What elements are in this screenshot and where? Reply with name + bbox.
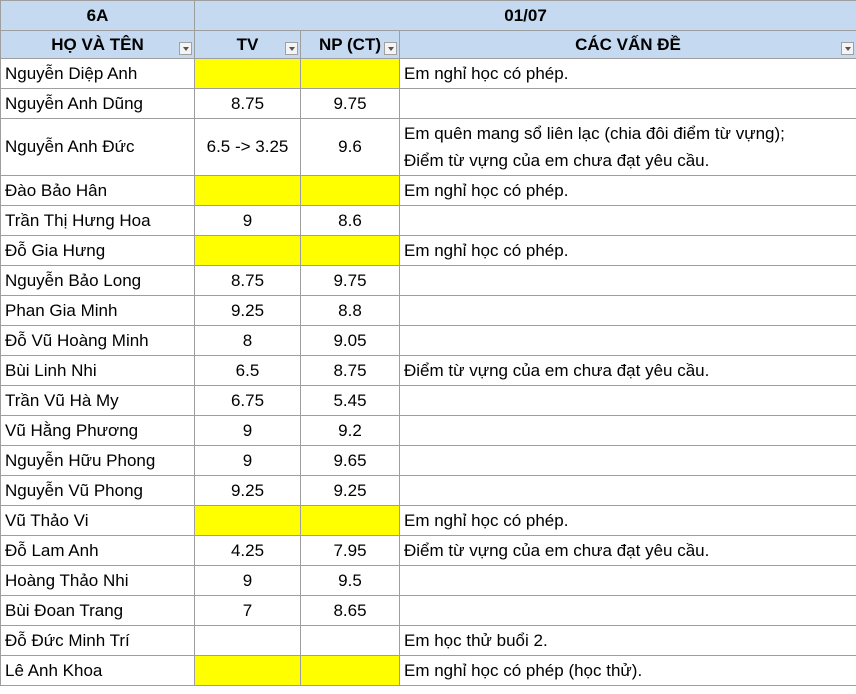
issue-note-cell[interactable]: Em học thử buổi 2. [400,626,856,656]
header-np-label: NP (CT) [318,34,381,54]
table-row [1,89,856,119]
np-score-cell[interactable]: 9.25 [301,476,400,506]
student-name-cell[interactable]: Đỗ Đức Minh Trí [1,626,195,656]
tv-score-cell[interactable] [195,59,301,89]
tv-score-cell[interactable]: 8.75 [195,89,301,119]
tv-score-cell[interactable]: 9 [195,566,301,596]
student-name-cell[interactable]: Đào Bảo Hân [1,176,195,206]
student-name-cell[interactable]: Bùi Đoan Trang [1,596,195,626]
table-row [1,176,856,206]
student-name-cell[interactable]: Vũ Hằng Phương [1,416,195,446]
np-score-cell[interactable]: 7.95 [301,536,400,566]
np-score-cell[interactable]: 9.65 [301,446,400,476]
issue-note-cell[interactable] [400,566,856,596]
tv-score-cell[interactable] [195,236,301,266]
header-name[interactable] [1,31,195,59]
tv-score-cell[interactable]: 9.25 [195,296,301,326]
table-row [1,566,856,596]
header-tv-label: TV [236,34,259,54]
issue-note-cell[interactable] [400,416,856,446]
tv-score-cell[interactable]: 8.75 [195,266,301,296]
table-row [1,326,856,356]
student-name-cell[interactable]: Lê Anh Khoa [1,656,195,686]
filter-dropdown-icon[interactable] [179,42,192,55]
tv-score-cell[interactable] [195,176,301,206]
student-name-cell[interactable]: Đỗ Vũ Hoàng Minh [1,326,195,356]
issue-note-cell[interactable]: Điểm từ vựng của em chưa đạt yêu cầu. [400,536,856,566]
filter-dropdown-icon[interactable] [841,42,854,55]
issue-note-line: Điểm từ vựng của em chưa đạt yêu cầu. [404,151,710,170]
np-score-cell[interactable] [301,236,400,266]
np-score-cell[interactable]: 9.75 [301,89,400,119]
header-tv[interactable] [195,31,301,59]
np-score-cell[interactable]: 8.8 [301,296,400,326]
tv-score-cell[interactable] [195,626,301,656]
table-row [1,446,856,476]
tv-score-cell[interactable]: 6.5 -> 3.25 [195,119,301,176]
filter-dropdown-icon[interactable] [285,42,298,55]
tv-score-cell[interactable]: 7 [195,596,301,626]
issue-note-cell[interactable] [400,206,856,236]
np-score-cell[interactable]: 8.75 [301,356,400,386]
filter-dropdown-icon[interactable] [384,42,397,55]
issue-note-cell[interactable]: Em nghỉ học có phép. [400,176,856,206]
np-score-cell[interactable]: 9.5 [301,566,400,596]
issue-note-cell[interactable] [400,89,856,119]
tv-score-cell[interactable] [195,506,301,536]
header-issues[interactable] [400,31,856,59]
np-score-cell[interactable]: 8.6 [301,206,400,236]
date-cell[interactable]: 01/07 [195,1,856,31]
np-score-cell[interactable] [301,656,400,686]
table-row [1,536,856,566]
table-row [1,506,856,536]
student-name-cell[interactable]: Nguyễn Anh Đức [1,119,195,176]
student-name-cell[interactable]: Bùi Linh Nhi [1,356,195,386]
table-row [1,296,856,326]
np-score-cell[interactable]: 9.75 [301,266,400,296]
issue-note-cell[interactable] [400,446,856,476]
tv-score-cell[interactable]: 6.75 [195,386,301,416]
student-name-cell[interactable]: Hoàng Thảo Nhi [1,566,195,596]
np-score-cell[interactable] [301,59,400,89]
table-row [1,59,856,89]
issue-note-cell[interactable]: Em nghỉ học có phép. [400,236,856,266]
class-name-cell[interactable]: 6A [1,1,195,31]
table-row [1,119,856,176]
np-score-cell[interactable]: 5.45 [301,386,400,416]
np-score-cell[interactable]: 8.65 [301,596,400,626]
np-score-cell[interactable]: 9.6 [301,119,400,176]
tv-score-cell[interactable]: 9 [195,416,301,446]
table-row [1,356,856,386]
issue-note-cell[interactable] [400,266,856,296]
np-score-cell[interactable] [301,506,400,536]
issue-note-cell[interactable] [400,476,856,506]
student-name-cell[interactable]: Nguyễn Hữu Phong [1,446,195,476]
student-name-cell[interactable]: Trần Thị Hưng Hoa [1,206,195,236]
np-score-cell[interactable] [301,176,400,206]
table-body [1,59,856,686]
issue-note-cell[interactable] [400,119,856,176]
issue-note-cell[interactable]: Điểm từ vựng của em chưa đạt yêu cầu. [400,356,856,386]
tv-score-cell[interactable]: 8 [195,326,301,356]
title-row [1,1,856,31]
table-row [1,386,856,416]
np-score-cell[interactable] [301,626,400,656]
issue-note-cell[interactable] [400,326,856,356]
student-name-cell[interactable]: Đỗ Lam Anh [1,536,195,566]
student-name-cell[interactable]: Nguyễn Bảo Long [1,266,195,296]
header-row [1,31,856,59]
np-score-cell[interactable]: 9.2 [301,416,400,446]
issue-note-cell[interactable]: Em nghỉ học có phép. [400,506,856,536]
issue-note-cell[interactable]: Em nghỉ học có phép. [400,59,856,89]
issue-note-cell[interactable]: Em nghỉ học có phép (học thử). [400,656,856,686]
table-row [1,266,856,296]
issue-note-line: Em quên mang sổ liên lạc (chia đôi điểm từ vựng); [404,124,785,143]
header-np[interactable] [301,31,400,59]
student-name-cell[interactable]: Trần Vũ Hà My [1,386,195,416]
table-row [1,206,856,236]
tv-score-cell[interactable]: 6.5 [195,356,301,386]
student-name-cell[interactable]: Phan Gia Minh [1,296,195,326]
table-row [1,626,856,656]
issue-note-cell[interactable] [400,296,856,326]
tv-score-cell[interactable]: 4.25 [195,536,301,566]
student-name-cell[interactable]: Nguyễn Vũ Phong [1,476,195,506]
tv-score-cell[interactable]: 9.25 [195,476,301,506]
table-row [1,476,856,506]
student-name-cell[interactable]: Nguyễn Diệp Anh [1,59,195,89]
header-issues-label: CÁC VẤN ĐỀ [575,34,681,54]
issue-note-cell[interactable] [400,386,856,416]
issue-note-cell[interactable] [400,596,856,626]
tv-score-cell[interactable] [195,656,301,686]
student-name-cell[interactable]: Vũ Thảo Vi [1,506,195,536]
table-row [1,236,856,266]
tv-score-cell[interactable]: 9 [195,446,301,476]
tv-score-cell[interactable]: 9 [195,206,301,236]
table-row [1,596,856,626]
student-name-cell[interactable]: Đỗ Gia Hưng [1,236,195,266]
table-row [1,656,856,686]
student-name-cell[interactable]: Nguyễn Anh Dũng [1,89,195,119]
np-score-cell[interactable]: 9.05 [301,326,400,356]
table-row [1,416,856,446]
header-name-label: HỌ VÀ TÊN [51,34,144,54]
